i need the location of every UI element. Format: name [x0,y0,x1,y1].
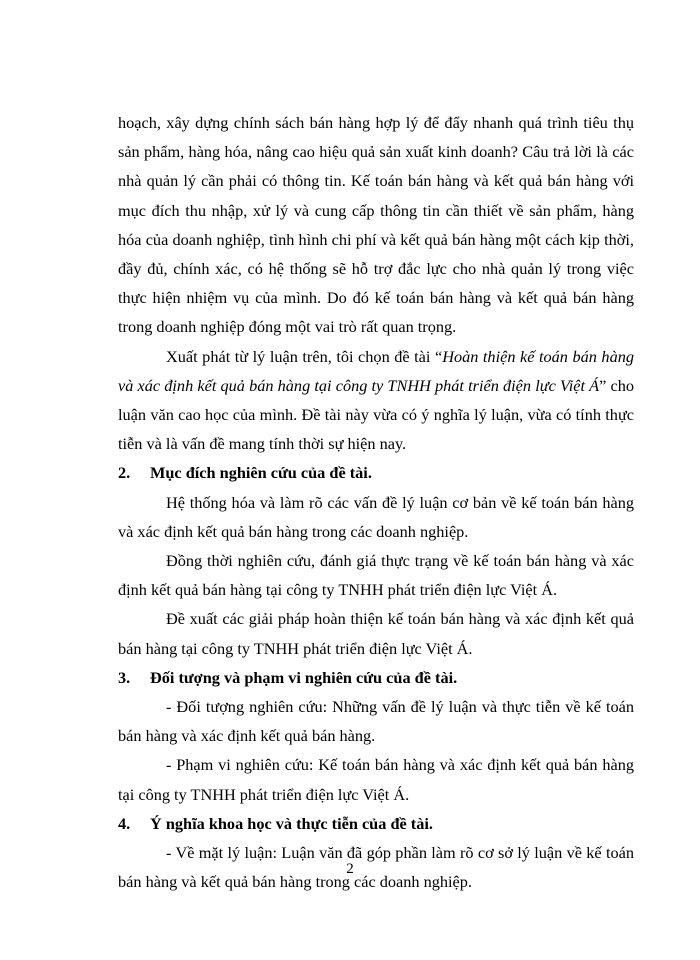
paragraph-theoretical-significance: - Về mặt lý luận: Luận văn đã góp phần làm rõ cơ sở lý luận về kế toán bán hàng và kết quả bán hàng trong các doanh nghiệp. [118,843,634,892]
page-body [118,108,634,896]
section-heading-significance [118,809,634,838]
page-number: 2 [346,861,354,877]
topic-end-text: ” cho luận văn cao học của mình. Đề tài này vừa có ý nghĩa lý luận, vừa có tính thực tiễn và là vấn đề mang tính thời sự hiện nay. [118,375,634,454]
section-title: Ý nghĩa khoa học và thực tiễn của đề tài. [150,813,433,833]
topic-intro-text: Xuất phát từ lý luận trên, tôi chọn đề tài “ [166,346,443,366]
section-number: 2. [118,463,131,483]
paragraph-research-object: - Đối tượng nghiên cứu: Những vấn đề lý luận và thực tiễn về kế toán bán hàng và xác định kết quả bán hàng. [118,697,634,746]
paragraph-purpose-1: Hệ thống hóa và làm rõ các vấn đề lý luận cơ bản về kế toán bán hàng và xác định kết quả bán hàng trong các doanh nghiệp. [118,492,634,541]
paragraph-purpose-2: Đồng thời nghiên cứu, đánh giá thực trạng về kế toán bán hàng và xác định kết quả bán hàng tại công ty TNHH phát triển điện lực Việt Á. [118,551,634,600]
section-title: Mục đích nghiên cứu của đề tài. [150,463,372,483]
paragraph-sales-policy: hoạch, xây dựng chính sách bán hàng hợp lý để đẩy nhanh quá trình tiêu thụ sản phẩm, hàng hóa, nâng cao hiệu quả sản xuất kinh doanh? Câu trả lời là các nhà quản lý cần phải có thông tin. Kế toán bán hàng và kết quả bán hàng với mục đích thu nhập, xử lý và cung cấp thông tin cần thiết về sản phẩm, hàng hóa của doanh nghiệp, tình hình chi phí và kết quả bán hàng một cách kịp thời, đầy đủ, chính xác, có hệ thống sẽ hỗ trợ đắc lực cho nhà quản lý trong việc thực hiện nhiệm vụ của mình. Do đó kế toán bán hàng và kết quả bán hàng trong doanh nghiệp đóng một vai trò rất quan trọng. [118,113,634,337]
paragraph-purpose-3: Đề xuất các giải pháp hoàn thiện kế toán bán hàng và xác định kết quả bán hàng tại công ty TNHH phát triển điện lực Việt Á. [118,609,634,658]
section-title: Đối tượng và phạm vi nghiên cứu của đề tài. [150,667,458,687]
paragraph-research-scope: - Phạm vi nghiên cứu: Kế toán bán hàng và xác định kết quả bán hàng tại công ty TNHH phát triển điện lực Việt Á. [118,755,634,804]
section-number: 4. [118,813,131,833]
section-heading-purpose [118,458,634,487]
section-heading-scope [118,663,634,692]
topic-title: Hoàn thiện kế toán bán hàng và xác định kết quả bán hàng tại công ty TNHH phát triển điện lực Việt Á [118,346,634,395]
paragraph-topic-choice [118,342,634,459]
section-number: 3. [118,667,131,687]
